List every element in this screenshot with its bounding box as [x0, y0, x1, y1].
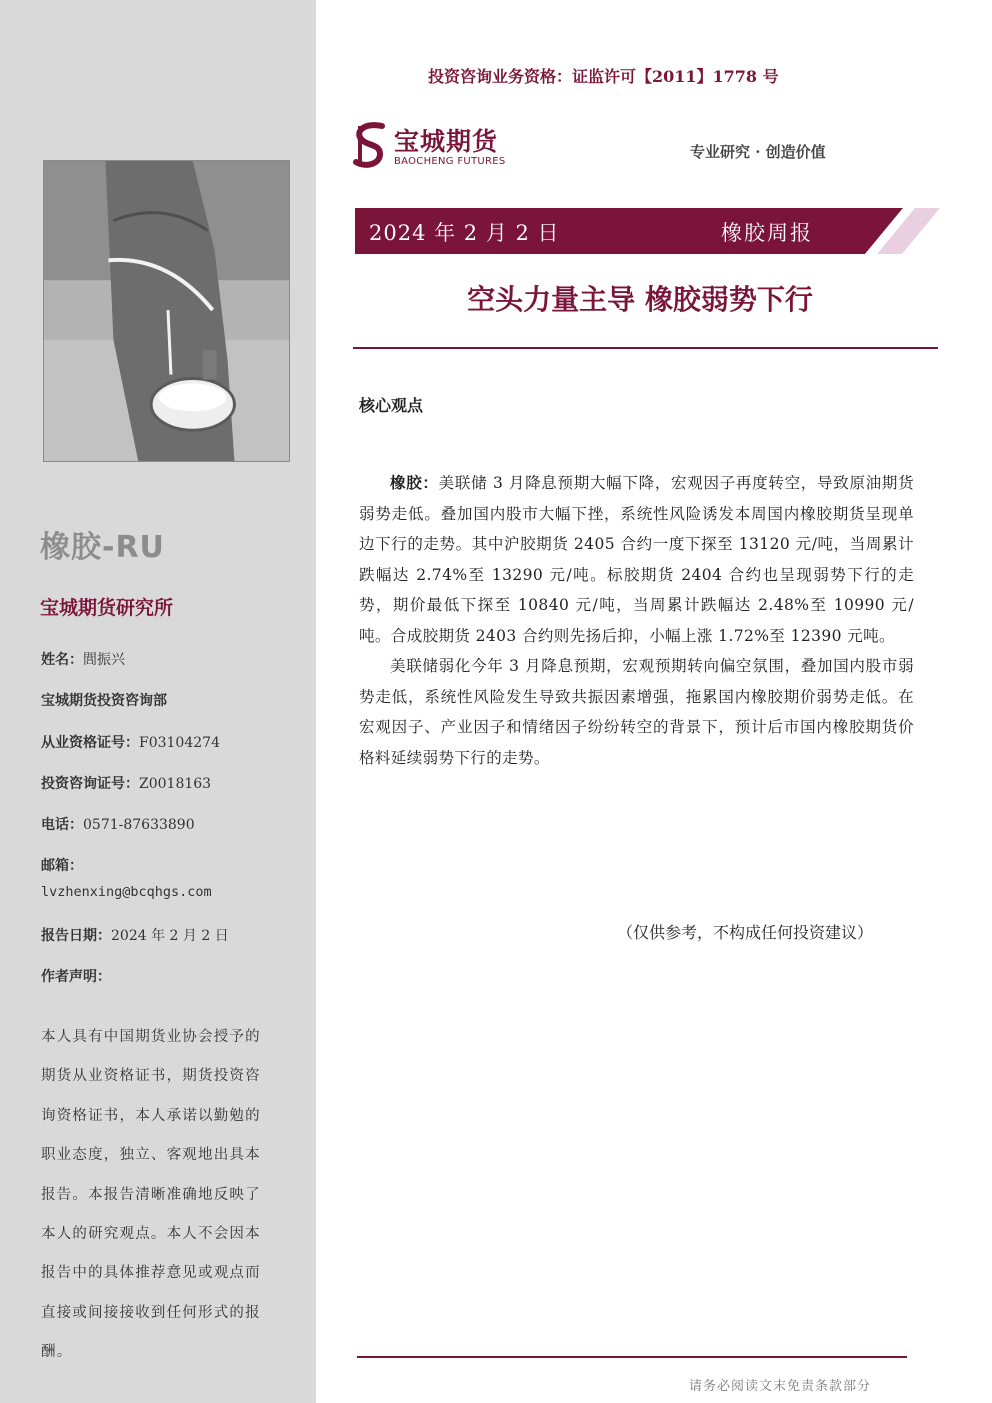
consult-label: 投资咨询证号：	[41, 776, 139, 792]
headline-divider	[353, 347, 938, 349]
logo-chinese-name: 宝城期货	[394, 127, 499, 156]
report-date: 2024 年 2 月 2 日	[111, 928, 229, 944]
body-paragraph-2: 美联储弱化今年 3 月降息预期，宏观预期转向偏空氛围，叠加国内股市弱势走低，系统性风险发生导致共振因素增强，拖累国内橡胶期价弱势走低。在宏观因子、产业因子和情绪因子纷纷转空的背景下，预计后市国内橡胶期货价格料延续弱势下行的走势。	[359, 657, 914, 767]
license-line: 投资咨询业务资格：证监许可【2011】1778 号	[428, 67, 779, 86]
author-name-row	[41, 649, 125, 669]
logo-mark-icon	[350, 122, 390, 168]
declaration-label: 作者声明：	[41, 969, 111, 985]
phone-number: 0571-87633890	[83, 817, 195, 833]
name-label: 姓名：	[41, 652, 83, 668]
slogan: 专业研究 · 创造价值	[690, 143, 826, 161]
body-paragraph-1	[359, 468, 914, 651]
footer-note: 请务必阅读文末免责条款部分	[689, 1379, 872, 1394]
paragraph-1-text: 美联储 3 月降息预期大幅下降，宏观因子再度转空，导致原油期货弱势走低。叠加国内股市大幅下挫，系统性风险诱发本周国内橡胶期货呈现单边下行的走势。其中沪胶期货 2405 合约一度下探至 13120 元/吨，当周累计跌幅达 2.74%至 13290 元/吨。标胶期货 2404 合约也呈现弱势下行的走势，期价最低下探至 10840 元/吨，当周累计跌幅达 2.48%至 10990 元/吨。合成胶期货 2403 合约则先扬后抑，小幅上涨 1.72%至 12390 元吨。	[359, 474, 914, 645]
product-title: 橡胶-RU	[40, 530, 165, 565]
author-declaration: 本人具有中国期货业协会授予的期货从业资格证书，期货投资咨询资格证书，本人承诺以勤勉的职业态度，独立、客观地出具本报告。本报告清晰准确地反映了本人的研究观点。本人不会因本报告中的具体推荐意见或观点而直接或间接接收到任何形式的报酬。	[41, 1029, 261, 1361]
paragraph-lead: 橡胶：	[390, 473, 439, 492]
qualification-label: 从业资格证号：	[41, 735, 139, 751]
report-body	[359, 468, 914, 773]
report-headline: 空头力量主导 橡胶弱势下行	[467, 283, 813, 316]
email-address[interactable]: lvzhenxing@bcqhgs.com	[41, 884, 212, 900]
qualification-row	[41, 732, 220, 752]
banner-date: 2024 年 2 月 2 日	[369, 221, 560, 245]
phone-label: 电话：	[41, 817, 83, 833]
author-name: 閭振兴	[83, 652, 125, 668]
email-label: 邮箱：	[41, 858, 83, 874]
logo-english-name: BAOCHENG FUTURES	[394, 156, 506, 167]
company-logo	[350, 122, 520, 172]
report-date-row	[41, 925, 229, 945]
consult-row	[41, 773, 211, 793]
declaration-label-row	[41, 966, 111, 986]
department-row	[41, 690, 167, 710]
footer-divider	[357, 1356, 907, 1358]
qualification-number: F03104274	[139, 735, 220, 751]
department: 宝城期货投资咨询部	[41, 693, 167, 709]
phone-row	[41, 814, 195, 834]
sidebar	[0, 0, 316, 1403]
report-date-label: 报告日期：	[41, 928, 111, 944]
banner-report-type: 橡胶周报	[721, 221, 813, 245]
core-view-heading: 核心观点	[359, 396, 424, 415]
email-label-row	[41, 855, 83, 875]
date-banner	[355, 208, 940, 254]
disclaimer-note: （仅供参考，不构成任何投资建议）	[617, 923, 874, 942]
consult-number: Z0018163	[139, 776, 212, 792]
rubber-tree-photo	[43, 160, 290, 462]
institute-name: 宝城期货研究所	[40, 597, 174, 619]
